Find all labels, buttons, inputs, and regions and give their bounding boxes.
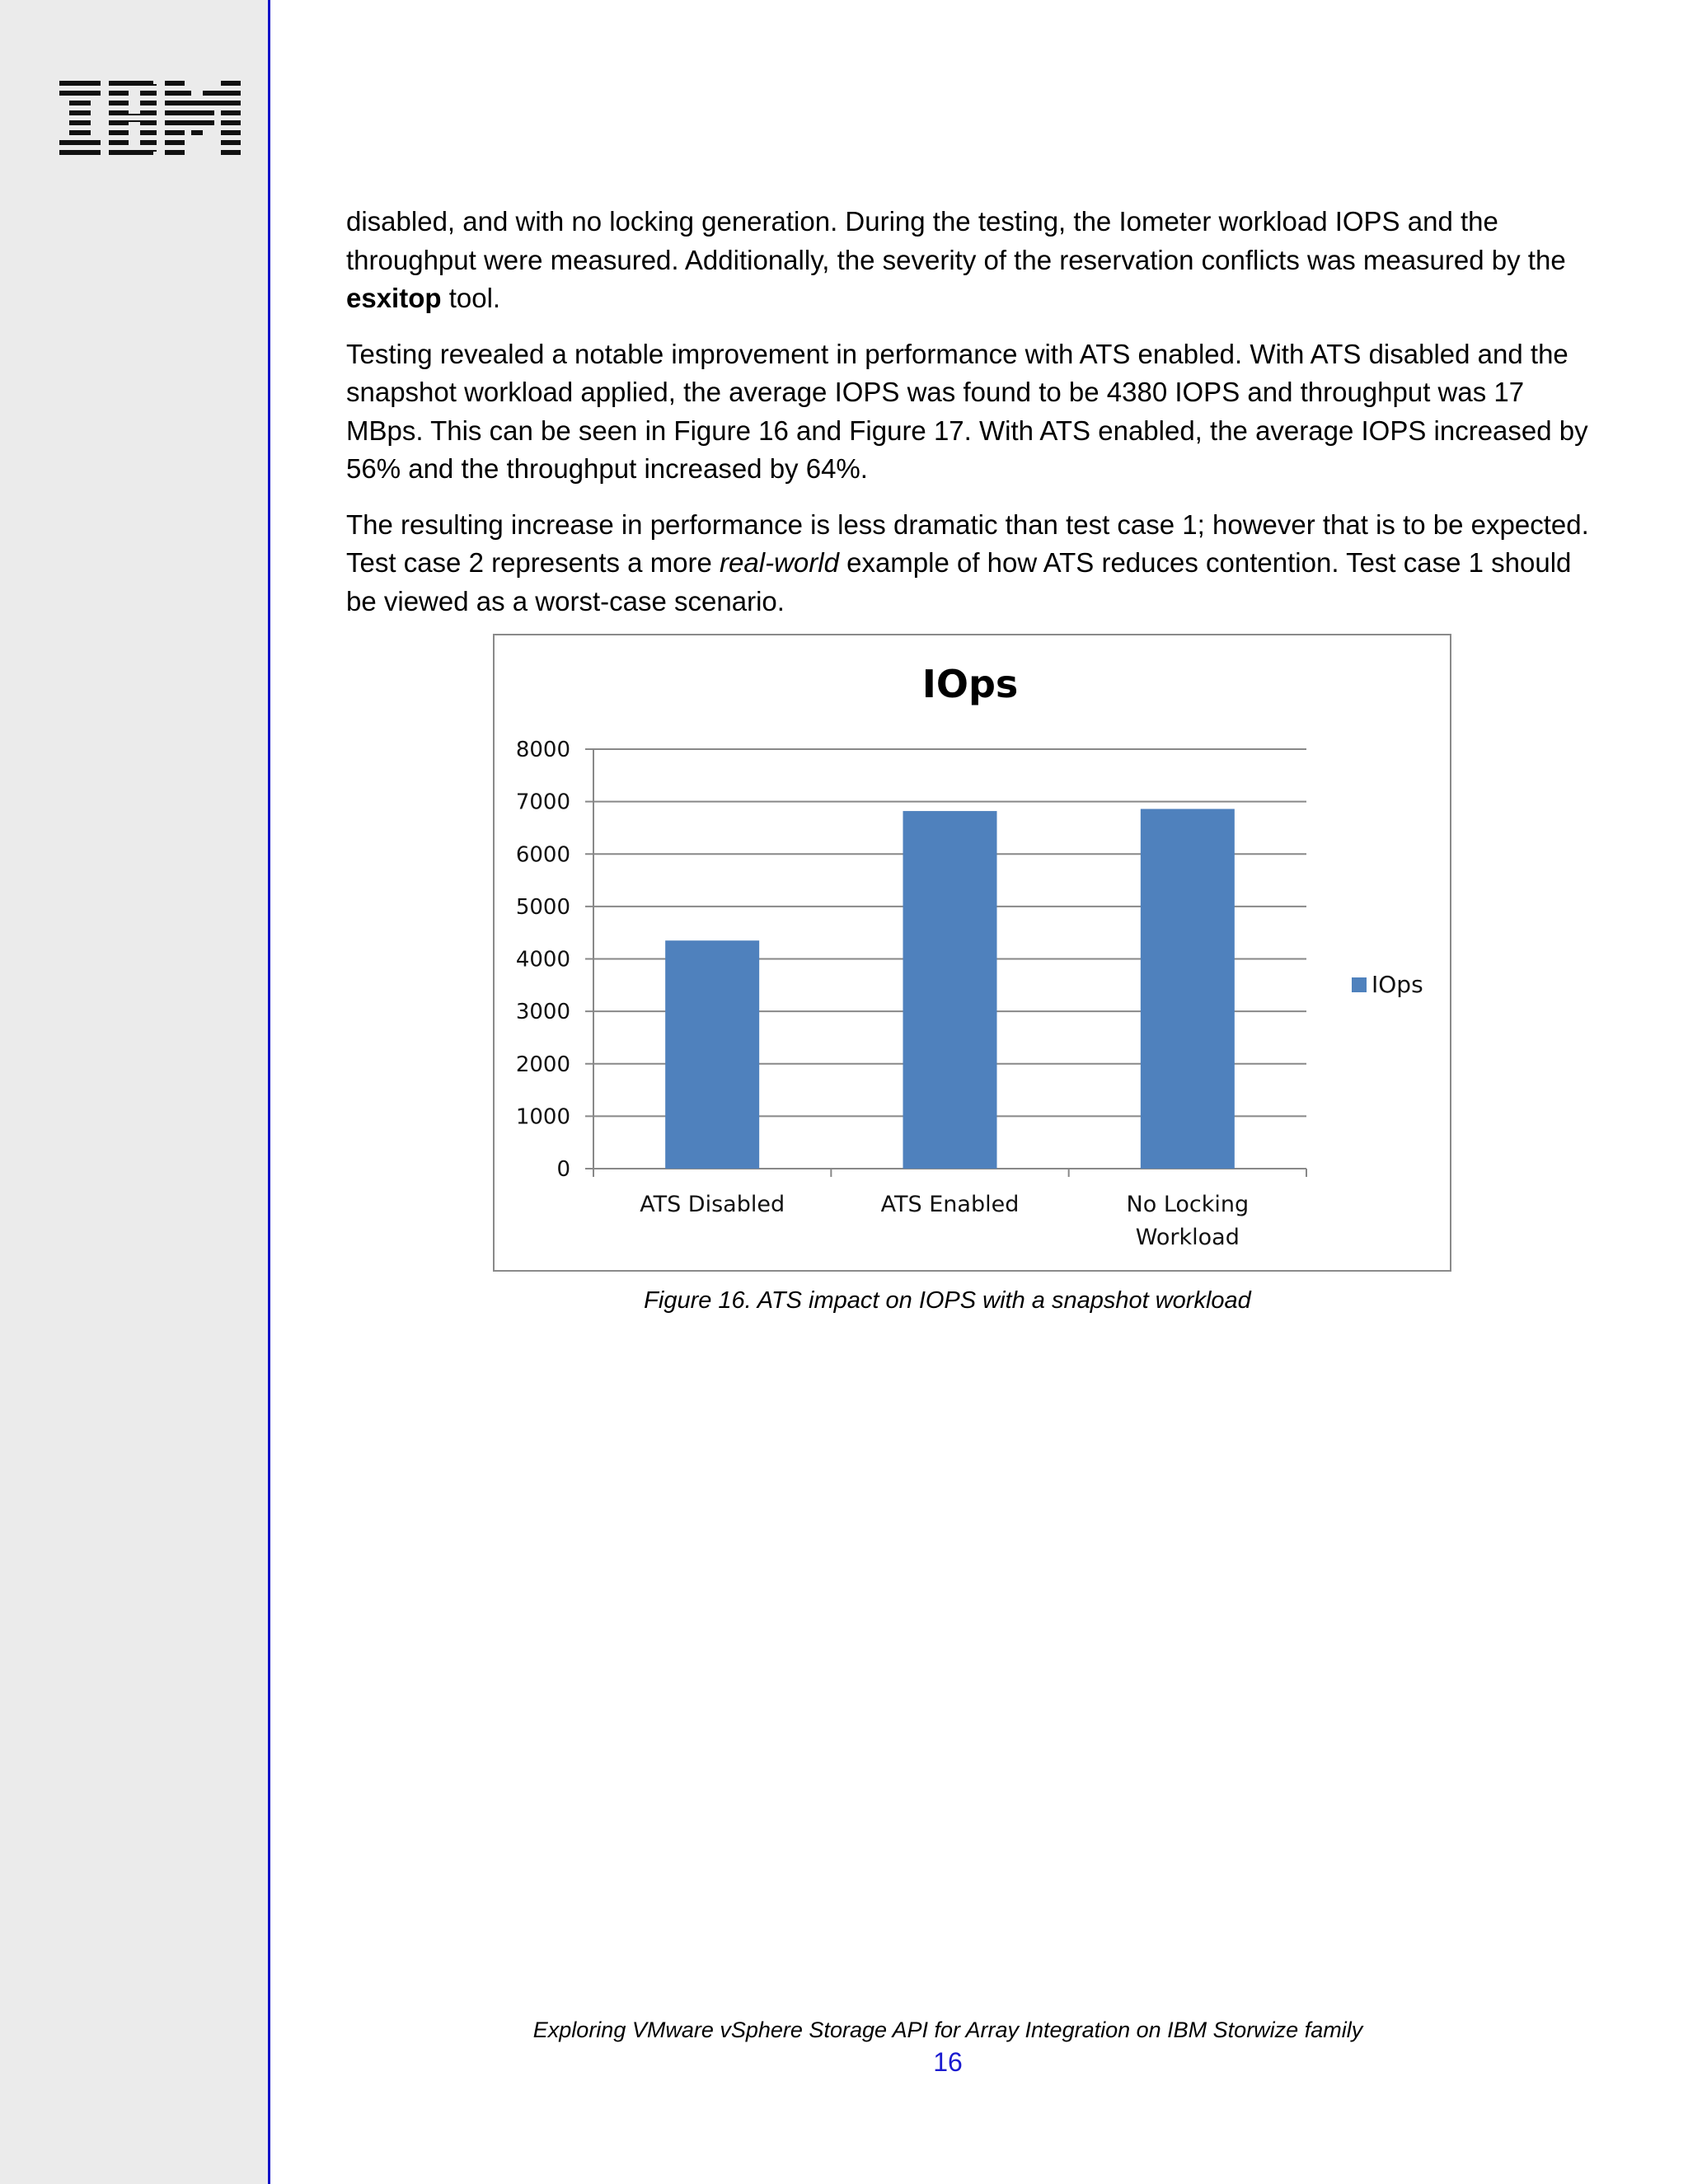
bar	[665, 940, 759, 1169]
x-tick-label: ATS Disabled	[640, 1192, 785, 1217]
sidebar	[0, 0, 270, 2184]
y-tick-label: 4000	[515, 947, 570, 972]
y-tick-label: 0	[556, 1157, 570, 1182]
paragraph-3: The resulting increase in performance is less dramatic than test case 1; however that is to be expected. Test case 2 represents a more real-world example of how ATS reduces contention. Test case 1 should be viewed as a worst-case scenario.	[346, 509, 1589, 616]
paragraph-2: Testing revealed a notable improvement in performance with ATS enabled. With ATS disabled and the snapshot workload applied, the average IOPS was found to be 4380 IOPS and throughput was 17 MBps. This can be seen in Figure 16 and Figure 17. With ATS enabled, the average IOPS increased by 56% and the throughput increased by 64%.	[346, 338, 1588, 484]
figure-caption: Figure 16. ATS impact on IOPS with a snapshot workload	[644, 1287, 1251, 1314]
y-tick-label: 8000	[515, 738, 570, 762]
chart-title: IOps	[921, 662, 1019, 706]
body-text	[346, 203, 1599, 638]
y-tick-label: 6000	[515, 842, 570, 868]
page-number: 16	[933, 2047, 963, 2077]
y-tick-label: 5000	[515, 894, 570, 920]
x-tick-label: No Locking Workload	[1126, 1192, 1250, 1250]
bar	[903, 811, 997, 1169]
footer-title: Exploring VMware vSphere Storage API for Array Integration on IBM Storwize family	[532, 2018, 1363, 2042]
ibm-logo	[59, 81, 241, 155]
y-tick-label: 2000	[515, 1052, 570, 1077]
paragraph-1: disabled, and with no locking generation. During the testing, the Iometer workload IOPS and the throughput were measured. Additionally, the severity of the reservation conflicts was measured by the esxitop tool.	[346, 206, 1566, 313]
y-tick-label: 7000	[515, 790, 570, 815]
y-tick-label: 3000	[515, 1000, 570, 1025]
iops-chart	[493, 634, 1451, 1272]
legend-label: IOps	[1372, 971, 1423, 998]
y-tick-label: 1000	[515, 1104, 570, 1130]
esxitop-term: esxitop	[346, 283, 442, 313]
x-tick-label: ATS Enabled	[880, 1192, 1020, 1217]
chart-svg	[495, 635, 1453, 1273]
real-world-term: real-world	[720, 547, 839, 578]
legend-swatch	[1352, 977, 1367, 992]
bar	[1141, 809, 1235, 1169]
